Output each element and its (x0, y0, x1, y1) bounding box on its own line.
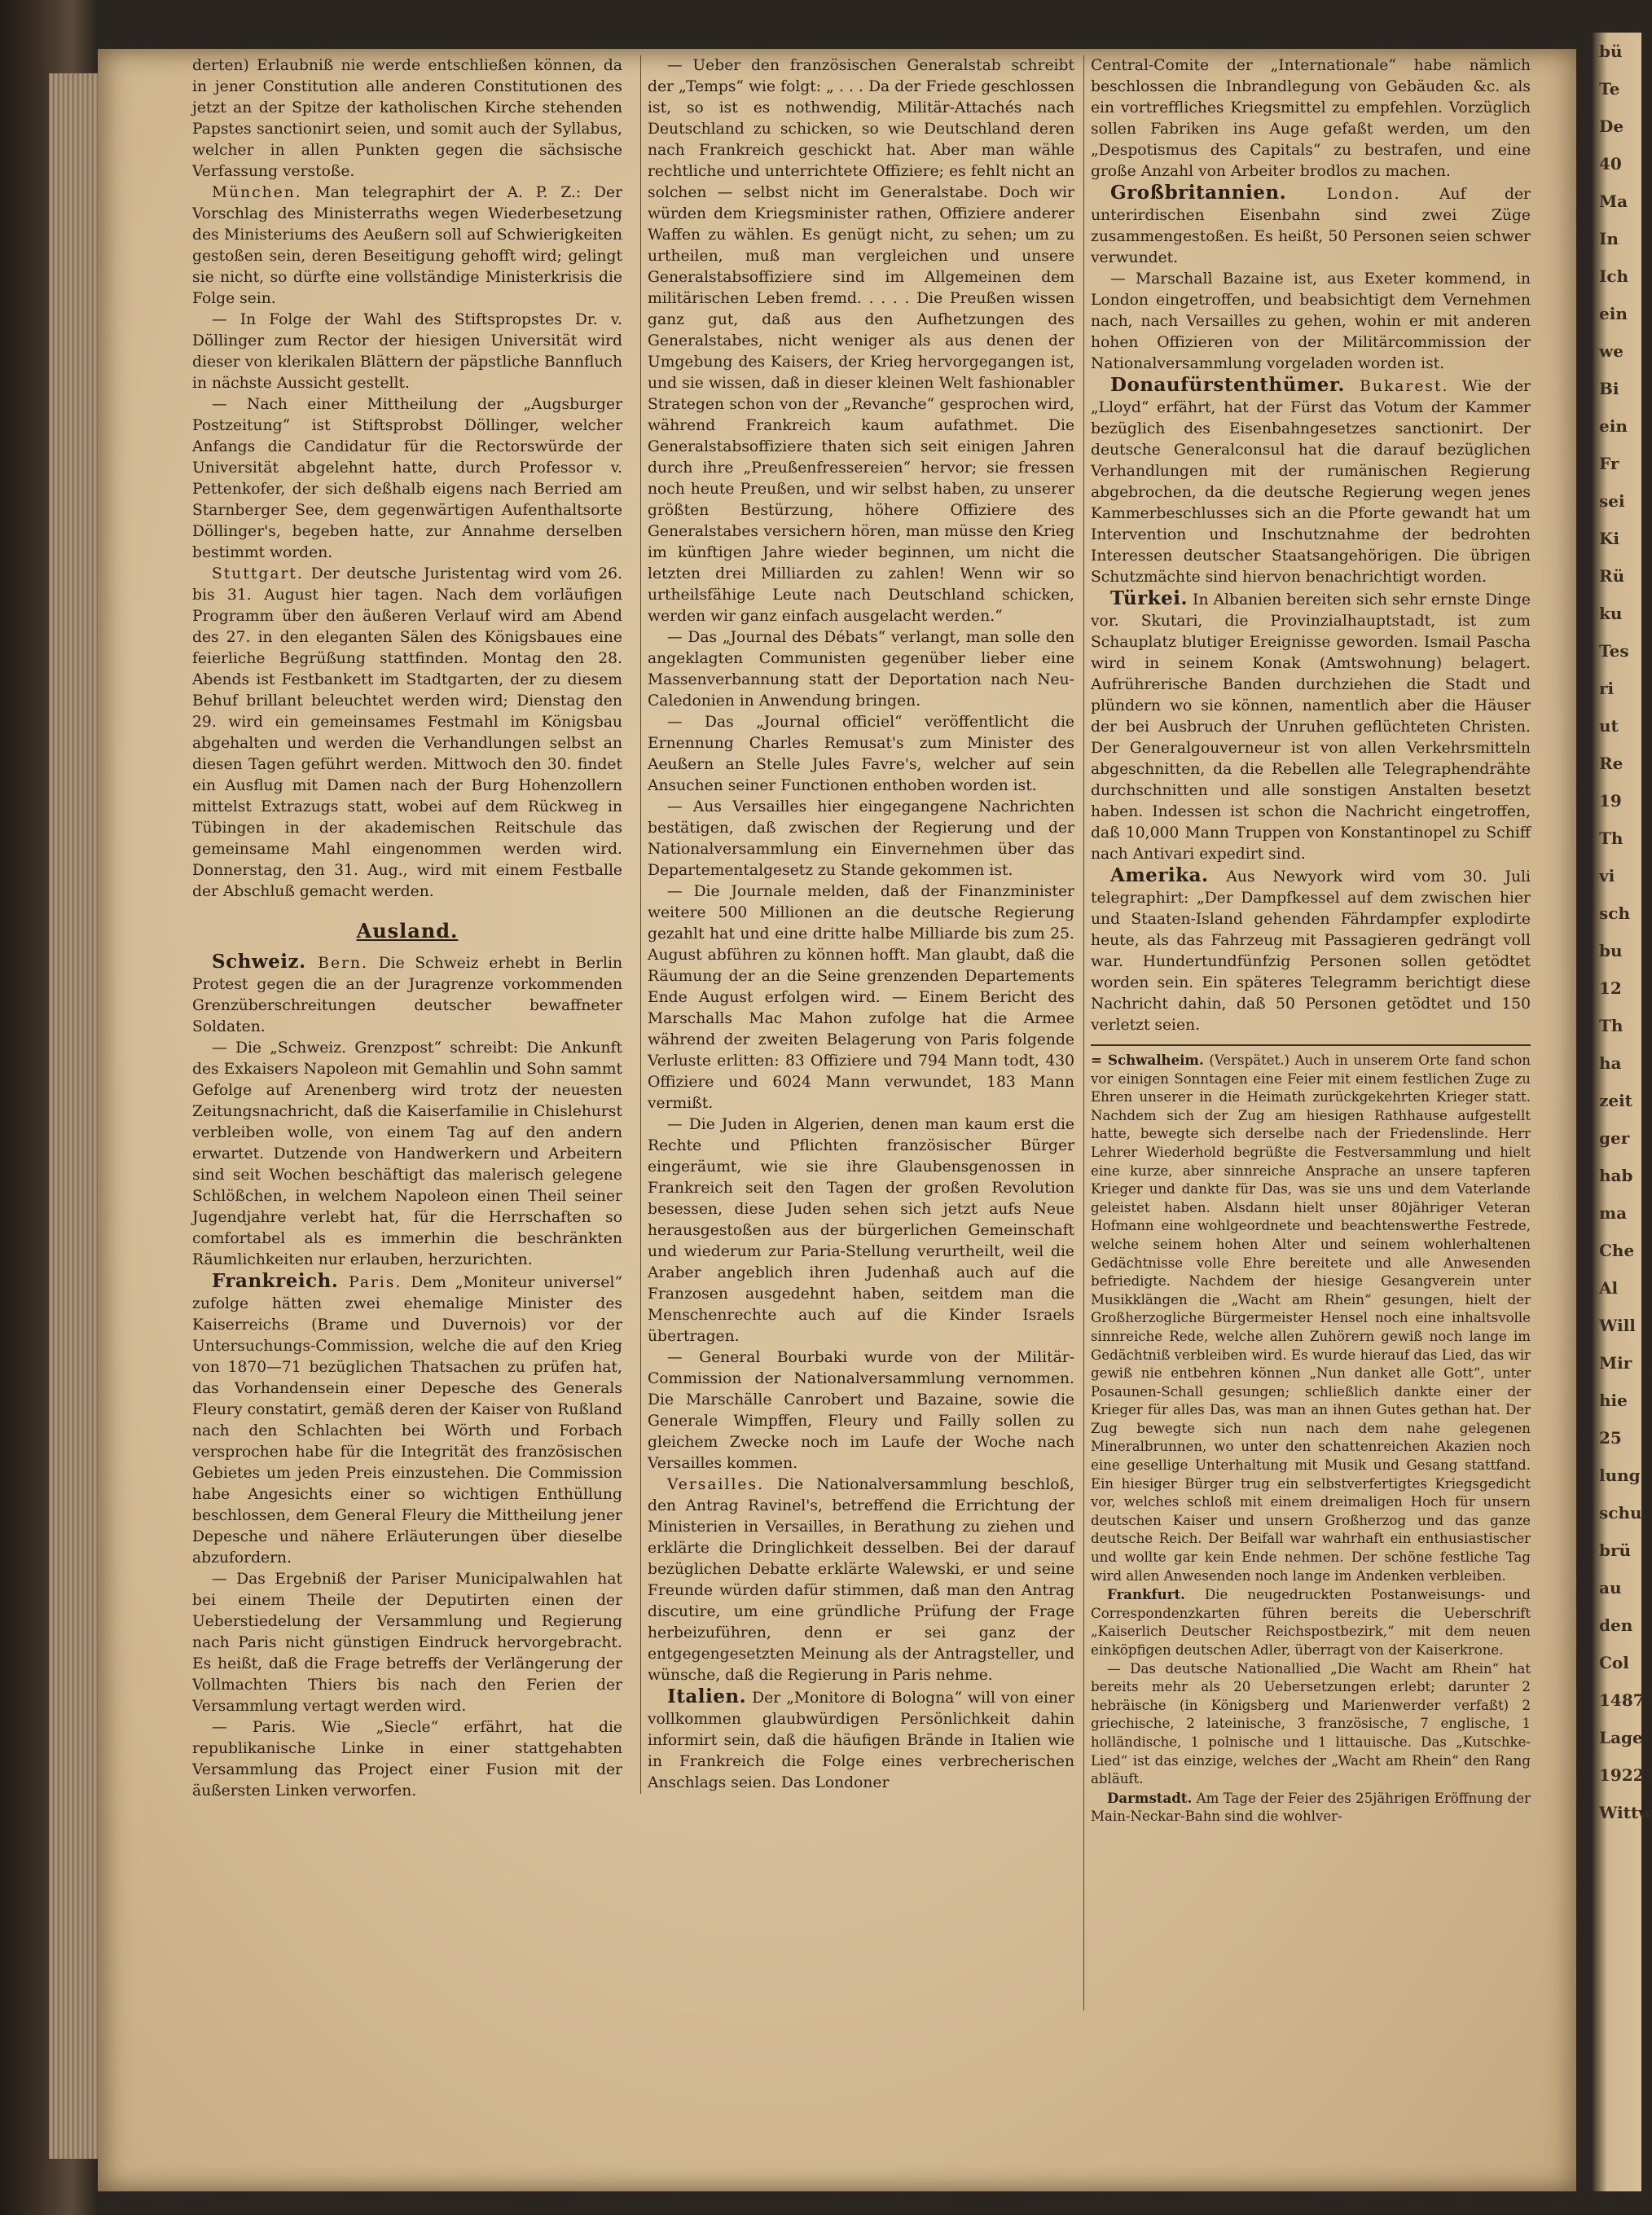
article-schwalheim (1091, 1051, 1531, 1585)
adjacent-page-fragment: Th (1599, 1016, 1623, 1035)
article-america (1091, 865, 1531, 1036)
article-turkey-text: In Albanien bereiten sich sehr ernste Dinge vor. Skutari, die Provinzialhauptstadt, ist zum Schauplatz blutiger Ereignisse geworden. Ismail Pascha wird in seinem Konak (Amtswohnung) belagert. Aufrührerische Banden durchziehen die Stadt und plündern wo sie können, namentlich aber die Häuser der bei Ausbruch der Unruhen geflüchteten Christen. Der Generalgouverneur ist von allen Verkehrsmitteln abgeschnitten, da die Rebellen alle Telegraphendrähte durchschnitten und alle sonstigen Anstalten besetzt haben. Indessen ist schon die Nachricht eingetroffen, daß 10,000 Mann Truppen von Konstantinopel zu Schiff nach Antivari expedirt sind. (1091, 591, 1531, 863)
adjacent-page-fragment: Che (1599, 1241, 1635, 1260)
article-stuttgart-text: Der deutsche Juristentag wird vom 26. bis 31. August hier tagen. Nach dem vorläufigen Programm über den äußeren Verlauf wird am Abend des 27. in den eleganten Sälen des Königsbaues eine feierliche Begrüßung stattfinden. Montag den 28. Abends ist Festbankett im Stadtgarten, der zu diesem Behuf brillant beleuchtet werden wird; Dienstag den 29. wird ein gemeinsames Festmahl im Königsbau abgehalten und werden die Verhandlungen selbst an diesen Tagen geführt werden. Mittwoch den 30. findet ein Ausflug mit Damen nach der Burg Hohenzollern mittelst Extrazugs statt, wobei auf dem Rückweg in Tübingen in der akademischen Reitschule das gemeinsame Mahl eingenommen werden wird. Donnerstag, den 31. Aug., wird mit einem Festballe der Abschluß gemacht werden. (192, 565, 622, 900)
dateline-munich: München. (212, 184, 302, 201)
article-algeria: — Die Juden in Algerien, denen man kaum erst die Rechte und Pflichten französischer Bürger eingeräumt, wie sie ihre Glaubensgenossen in Frankreich seit den Tagen der großen Revolution besessen, diese Juden sehen sich jetzt aufs Neue herausgestoßen aus der bürgerlichen Gemeinschaft und wiederum zur Paria-Stellung verurtheilt, weil die Araber angeblich ihren Judenhaß auch auf die Franzosen ausgedehnt haben, seitdem man die Menschenrechte auch auf die Kinder Israels übertragen. (648, 1116, 1074, 1345)
article-debats: — Das „Journal des Débats“ verlangt, man solle den angeklagten Communisten gegenüber lieber eine Massenverbannung statt der Deportation nach Neu-Caledonien in Anwendung bringen. (648, 629, 1074, 710)
adjacent-page-fragment: brü (1599, 1540, 1632, 1560)
country-heading-britain: Großbritannien. (1110, 182, 1287, 204)
country-heading-italy: Italien. (667, 1685, 747, 1707)
article-temps: — Ueber den französischen Generalstab schreibt der „Temps“ wie folgt: „ . . . Da der Friede geschlossen ist, so ist es nothwendig, Militär-Attachés nach Deutschland zu schicken, so wie Deutschland deren nach Frankreich geschickt hat. Aber man wähle rechtliche und unterrichtete Offiziere; es fehlt nicht an solchen — selbst nicht im Generalstabe. Doch wir würden dem Kriegsminister rathen, Offiziere anderer Waffen zu wählen. Es genügt nicht, zu sehen; um zu urtheilen, muß man vergleichen und unsere Generalstabsoffiziere sind im Allgemeinen dem militärischen Leben fremd. . . . . Die Preußen wissen ganz gut, daß aus den Aufhetzungen des Generalstabes, nicht weniger als aus denen der Umgebung des Kaisers, der Krieg hervorgegangen ist, und sie wissen, daß in dieser kleinen Welt fashionabler Strategen schon von der „Revanche“ gesprochen wird, während Frankreich kaum aufathmet. Die Generalstabsoffiziere thaten sich seit einigen Jahren durch ihre „Preußenfressereien“ hervor; sie fressen noch heute Preußen, und wir selbst haben, zu unserer größten Bestürzung, höhere Offiziere des Generalstabes versichern hören, man müsse den Krieg im künftigen Jahre wieder beginnen, um nicht die letzten drei Milliarden zu zahlen! Wenn wir so urtheilsfähige Leute nach Deutschland schicken, werden wir ganz einfach ausgelacht werden.“ (648, 57, 1074, 625)
adjacent-page-fragment: zeit (1599, 1091, 1632, 1110)
dateline-schwalheim: = Schwalheim. (1091, 1052, 1204, 1068)
adjacent-page-fragment: sch (1599, 903, 1630, 923)
dateline-bern: Bern. (305, 955, 368, 972)
country-heading-france: Frankreich. (212, 1270, 339, 1292)
article-frankfurt-text: Die neugedruckten Postanweisungs- und Correspondenzkarten führen bereits die Ueberschrift „Kaiserlich Deutscher Reichspostbezirk,“ mit dem neuen einköpfigen deutschen Adler, überragt von der Kaiserkrone. (1091, 1587, 1531, 1658)
article-paris-elections: — Das Ergebniß der Pariser Municipalwahlen hat bei einem Theile der Deputirten einen der Ueberstiedelung der Versammlung und Regierung nach Paris nicht günstigen Eindruck hervorgebracht. Es heißt, daß die Frage betreffs der Verlängerung der Vollmachten Thiers bis nach den Ferien der Versammlung vertagt werden wird. (192, 1571, 622, 1715)
adjacent-page-edge (1593, 33, 1652, 2191)
adjacent-page-fragment: Mir (1599, 1353, 1632, 1373)
article-bourbaki: — General Bourbaki wurde von der Militär-Commission der Nationalversammlung vernommen. Die Marschälle Canrobert und Bazaine, sowie die Generale Wimpffen, Fleury und Failly sollen zu gleichem Zwecke noch im Laufe der Woche nach Versailles kommen. (648, 1349, 1074, 1472)
adjacent-page-fragment: De (1599, 116, 1624, 136)
dateline-bucharest: Bukarest. (1344, 378, 1449, 395)
article-saxony-end: derten) Erlaubniß nie werde entschließen können, da in jener Constitution alle anderen Constitutionen des jetzt an der Spitze der katholischen Kirche stehenden Papstes sanctionirt seien, und somit auch der Syllabus, welcher in allen Punkten gegen die sächsische Verfassung verstoße. (192, 57, 622, 180)
article-danube (1091, 375, 1531, 588)
column-middle (640, 55, 1074, 1794)
adjacent-page-fragment: ma (1599, 1203, 1628, 1223)
adjacent-page-fragment: Ki (1599, 529, 1619, 548)
article-bazaine: — Marschall Bazaine ist, aus Exeter kommend, in London eingetroffen, und beabsichtigt dem Vernehmen nach, nach Versailles zu gehen, wohin er mit anderen hohen Offizieren von der Militärcommission der Nationalversammlung vorgeladen worden ist. (1091, 270, 1531, 372)
adjacent-page-fragment: ut (1599, 716, 1619, 736)
adjacent-page-fragment: Will (1599, 1316, 1636, 1335)
adjacent-page-fragment: 40 (1599, 154, 1622, 174)
article-munich-text: Man telegraphirt der A. P. Z.: Der Vorschlag des Ministerraths wegen Wiederbesetzung des Ministeriums des Aeußern soll auf Schwierigkeiten gestoßen sein, deren Beseitigung gehofft wird; gelingt sie nicht, so dürfte eine vollständige Ministerkrisis die Folge sein. (192, 184, 622, 307)
article-doellinger-2: — Nach einer Mittheilung der „Augsburger Postzeitung“ ist Stiftsprobst Döllinger, welcher Anfangs die Candidatur für die Rectorswürde der Universität abgelehnt hatte, durch Professor v. Pettenkofer, der sich deßhalb eigens nach Berried am Starnberger See, dem gegenwärtigen Aufenthaltsorte Döllinger's, begeben hatte, zur Annahme derselben bestimmt worden. (192, 396, 622, 561)
adjacent-page-fragment: Wittw (1599, 1803, 1652, 1822)
section-ausland-heading: Ausland. (356, 919, 459, 943)
adjacent-page-fragment: Bi (1599, 379, 1619, 398)
adjacent-page-fragment: Ma (1599, 191, 1628, 211)
adjacent-page-fragment: bu (1599, 941, 1623, 960)
adjacent-page-fragment: schu (1599, 1503, 1642, 1523)
local-news-block (1091, 1051, 1531, 1826)
adjacent-page-fragment: ein (1599, 304, 1628, 323)
article-america-text: Aus Newyork wird vom 30. Juli telegraphirt: „Der Dampfkessel auf dem zwischen hier und Staaten-Island gehenden Fährdampfer explodirte heute, als das Fahrzeug mit Passagieren gedrängt voll war. Hundertundfünfzig Personen sollen getödtet worden sein. Ein späteres Telegramm berichtigt diese Nachricht dahin, daß 50 Personen getödtet und 150 verletzt seien. (1091, 868, 1531, 1034)
article-italy-text: Der „Monitore di Bologna“ will von einer vollkommen glaubwürdigen Persönlichkeit dahin informirt sein, daß die häufigen Brände in Italien wie in Frankreich die Folge eines verbrecherischen Anschlags seien. Das Londoner (648, 1690, 1074, 1791)
dateline-stuttgart: Stuttgart. (212, 565, 304, 582)
article-frankfurt (1091, 1585, 1531, 1659)
adjacent-page-fragment: Fr (1599, 454, 1619, 473)
adjacent-page-fragment: den (1599, 1615, 1633, 1635)
column-divider-rule (1091, 1044, 1531, 1046)
article-napoleon: — Die „Schweiz. Grenzpost“ schreibt: Die Ankunft des Exkaisers Napoleon mit Gemahlin und Sohn sammt Gefolge auf Arenenberg wird trotz der neuesten Zeitungsnachricht, daß die Kaiserfamilie in Chislehurst verbleiben wolle, von einem Tag auf den andern erwartet. Dutzende von Handwerkern und Arbeitern sind seit Wochen beschäftigt das malerisch gelegene Schlößchen, in welchem Napoleon einen Theil seiner Jugendjahre verlebt hat, für die Herrschaften so comfortabel als es immerhin die beschränkten Räumlichkeiten nur erlauben, herzurichten. (192, 1039, 622, 1268)
article-finance: — Die Journale melden, daß der Finanzminister weitere 500 Millionen an die deutsche Regierung gezahlt hat und eine dritte halbe Milliarde bis zum 25. August abführen zu können hofft. Man glaubt, daß die Räumung der an die Seine grenzenden Departements Ende August erfolgen wird. — Einem Bericht des Marschalls Mac Mahon zufolge hat die Armee während der zweiten Belagerung von Paris folgende Verluste erlitten: 83 Offiziere und 794 Mann todt, 430 Offiziere und 6024 Mann verwundet, 183 Mann vermißt. (648, 883, 1074, 1112)
article-britain (1091, 182, 1531, 269)
adjacent-page-fragment: ha (1599, 1053, 1622, 1073)
adjacent-page-fragment: Rü (1599, 566, 1625, 586)
adjacent-page-fragment: Col (1599, 1653, 1629, 1672)
country-heading-america: Amerika. (1110, 864, 1209, 886)
adjacent-page-fragment: 12 (1599, 978, 1622, 998)
adjacent-page-fragment: vi (1599, 866, 1615, 886)
column-left (192, 55, 622, 1802)
country-heading-turkey: Türkei. (1110, 587, 1188, 609)
article-internationale: Central-Comite der „Internationale“ habe nämlich beschlossen die Inbrandlegung von Gebäuden &c. als ein vortreffliches Kriegsmittel zu empfehlen. Vorzüglich sollen Fabriken ins Auge gefaßt werden, um den „Despotismus des Capitals“ zu bestrafen, und eine große Anzahl von Arbeiter brodlos zu machen. (1091, 57, 1531, 180)
article-versailles (648, 1474, 1074, 1686)
article-versailles-text: Die Nationalversammlung beschloß, den Antrag Ravinel's, betreffend die Errichtung der Ministerien in Versailles, in Berathung zu ziehen und erklärte die Dringlichkeit desselben. Bei der darauf bezüglichen Debatte erklärte Walewski, er und seine Freunde würden dafür stimmen, daß man den Antrag discutire, um eine gründliche Prüfung der Frage herbeizuführen, denn er sei ganz der entgegengesetzten Meinung als der Antragsteller, und wünsche, daß die Regierung in Paris nehme. (648, 1476, 1074, 1684)
adjacent-page-fragment: au (1599, 1578, 1622, 1598)
adjacent-page-fragment: ger (1599, 1128, 1630, 1148)
article-stuttgart (192, 564, 622, 903)
adjacent-page-fragment: 19 (1599, 791, 1622, 811)
adjacent-page-fragment: 1487 (1599, 1690, 1645, 1710)
article-danube-text: Wie der „Lloyd“ erfährt, hat der Fürst das Votum der Kammer bezüglich des Eisenbahngesetzes sanctionirt. Der deutsche Generalconsul hat die darauf bezüglichen Verhandlungen mit der rumänischen Regierung abgebrochen, da die deutsche Regierung wegen jenes Kammerbeschlusses sich an die Pforte gewandt hat um Intervention und Inschutznahme der bedrohten Interessen deutscher Staatsangehörigen. Die übrigen Schutzmächte sind hiervon benachrichtigt worden. (1091, 378, 1531, 586)
adjacent-page-fragment: Ich (1599, 266, 1629, 286)
adjacent-page-fragment: hab (1599, 1166, 1633, 1185)
article-france (192, 1271, 622, 1569)
dateline-darmstadt: Darmstadt. (1107, 1789, 1193, 1806)
article-britain-text: Auf der unterirdischen Eisenbahn sind zwei Züge zusammengestoßen. Es heißt, 50 Personen seien schwer verwundet. (1091, 186, 1531, 266)
column-right (1083, 55, 1531, 2011)
dateline-paris: Paris. (338, 1274, 402, 1291)
adjacent-page-fragment: Re (1599, 754, 1623, 773)
article-turkey (1091, 588, 1531, 865)
article-switzerland-text: Die Schweiz erhebt in Berlin Protest gegen die an der Juragrenze vorkommenden Grenzüberschreitungen deutscher bewaffneter Soldaten. (192, 955, 622, 1035)
article-schwalheim-text: (Verspätet.) Auch in unserem Orte fand schon vor einigen Sonntagen eine Feier mit einem festlichen Zuge zu Ehren unserer in die Heimath zurückgekehrten Krieger statt. Nachdem sich der Zug am hiesigen Rathhause aufgestellt hatte, bewegte sich derselbe nach der Friedenslinde. Herr Lehrer Wiederhold begrüßte die Festversammlung und hielt eine kurze, aber sinnreiche Ansprache an unsere tapferen Krieger und dankte für Das, was sie uns und dem Vaterlande geleistet haben. Alsdann hielt unser 80jähriger Veteran Hofmann eine wohlgeordnete und beachtenswerthe Festrede, welche seinem hohen Alter und seinem wohlerhaltenen Gedächtnisse volle Ehre bereitete und alle Anwesenden befriedigte. Nachdem der hiesige Gesangverein unter Musikklängen die „Wacht am Rhein“ gesungen, hielt der Großherzogliche Bürgermeister Hensel noch eine inhaltsvolle sinnreiche Rede, welche allen Zuhörern gewiß noch lange im Gedächtniß verbleiben wird. Es wurde hierauf das Lied, das wir gewiß nie entbehren können „Nun danket alle Gott“, unter Posaunen-Schall gesungen; schließlich dankte einer der Krieger für alles Das, was man an ihnen Gutes gethan hat. Der Zug bewegte sich nun nach dem nahe gelegenen Mineralbrunnen, wo unter den schattenreichen Akazien noch eine gesellige Unterhaltung mit Musik und Gesang stattfand. Ein hiesiger Bürger trug ein selbstverfertigtes Kriegsgedicht vor, welches schloß mit einem dreimaligen Hoch für unsern deutschen Kaiser und unsern Großherzog und das ganze deutsche Reich. Der Beifall war wahrhaft ein enthusiastischer und wollte gar kein Ende nehmen. Der schöne festliche Tag wird allen Anwesenden noch lange im Andenken verbleiben. (1091, 1053, 1531, 1584)
article-paris-siecle: — Paris. Wie „Siecle“ erfährt, hat die republikanische Linke in einer stattgehabten Versammlung das Project einer Fusion mit der äußersten Linken verworfen. (192, 1719, 622, 1800)
country-heading-danube: Donaufürstenthümer. (1110, 374, 1345, 396)
article-versailles-news: — Aus Versailles hier eingegangene Nachrichten bestätigen, daß zwischen der Regierung und der Nationalversammlung ein Einvernehmen über das Departementalgesetz zu Stande gekommen ist. (648, 798, 1074, 879)
adjacent-page-fragment: 25 (1599, 1428, 1622, 1448)
dateline-versailles: Versailles. (667, 1476, 765, 1493)
adjacent-page-fragment: hie (1599, 1391, 1628, 1410)
adjacent-page-fragment: Te (1599, 79, 1620, 99)
dateline-london: London. (1286, 186, 1401, 203)
adjacent-page-fragment: ku (1599, 604, 1623, 623)
article-darmstadt (1091, 1789, 1531, 1826)
article-journal-officiel: — Das „Journal officiel“ veröffentlicht die Ernennung Charles Remusat's zum Minister des Aeußern an Stelle Jules Favre's, welcher auf sein Ansuchen seiner Functionen enthoben worden ist. (648, 714, 1074, 794)
adjacent-page-fragment: In (1599, 229, 1619, 248)
adjacent-page-fragment: Tes (1599, 641, 1629, 661)
dateline-frankfurt: Frankfurt. (1107, 1586, 1185, 1603)
adjacent-page-fragment: ein (1599, 416, 1628, 436)
adjacent-page-fragment: Th (1599, 828, 1623, 848)
article-munich (192, 182, 622, 310)
adjacent-page-fragment: Al (1599, 1278, 1619, 1298)
article-darmstadt-text: Am Tage der Feier des 25jährigen Eröffnung der Main-Neckar-Bahn sind die wohlver- (1091, 1790, 1531, 1825)
adjacent-page-fragment: sei (1599, 491, 1625, 511)
adjacent-page-fragment: 1922 (1599, 1765, 1645, 1785)
adjacent-page-fragments (1593, 33, 1652, 1831)
article-wacht-am-rhein: — Das deutsche Nationallied „Die Wacht am Rhein“ hat bereits mehr als 20 Uebersetzungen erlebt; darunter 2 hebräische (in Königsberg und Marienwerder verfaßt) 2 griechische, 2 lateinische, 3 französische, 7 englische, 1 holländische, 1 polnische und 1 littauische. Das „Kutschke-Lied“ ist das einzige, welches der „Wacht am Rhein“ den Rang abläuft. (1091, 1660, 1531, 1787)
adjacent-page-fragment: we (1599, 341, 1623, 361)
article-doellinger-1: — In Folge der Wahl des Stiftspropstes Dr. v. Döllinger zum Rector der hiesigen Universität wird dieser von klerikalen Blättern der päpstliche Bannfluch in nächste Aussicht gestellt. (192, 311, 622, 392)
country-heading-switzerland: Schweiz. (212, 951, 306, 973)
article-switzerland (192, 951, 622, 1038)
adjacent-page-fragment: Lage (1599, 1728, 1643, 1747)
article-france-text: Dem „Moniteur universel“ zufolge hätten zwei ehemalige Minister des Kaiserreichs (Brame und Duvernois) vor der Untersuchungs-Commission, welche die auf den Krieg von 1870—71 bezüglichen Thatsachen zu prüfen hat, das Vorhandensein einer Depesche des Generals Fleury constatirt, gemäß deren der Kaiser von Rußland nach den Schlachten bei Wörth und Forbach versprochen habe für die Integrität des französischen Gebietes um jeden Preis einzustehen. Die Commission habe Angesichts einer so wichtigen Enthüllung beschlossen, dem General Fleury die Mittheilung jener Depesche und nähere Erläuterungen über dieselbe abzufordern. (192, 1274, 622, 1567)
adjacent-page-fragment: bü (1599, 42, 1623, 61)
adjacent-page-fragment: lung (1599, 1466, 1641, 1485)
adjacent-page-fragment: ri (1599, 679, 1615, 698)
article-italy (648, 1686, 1074, 1794)
